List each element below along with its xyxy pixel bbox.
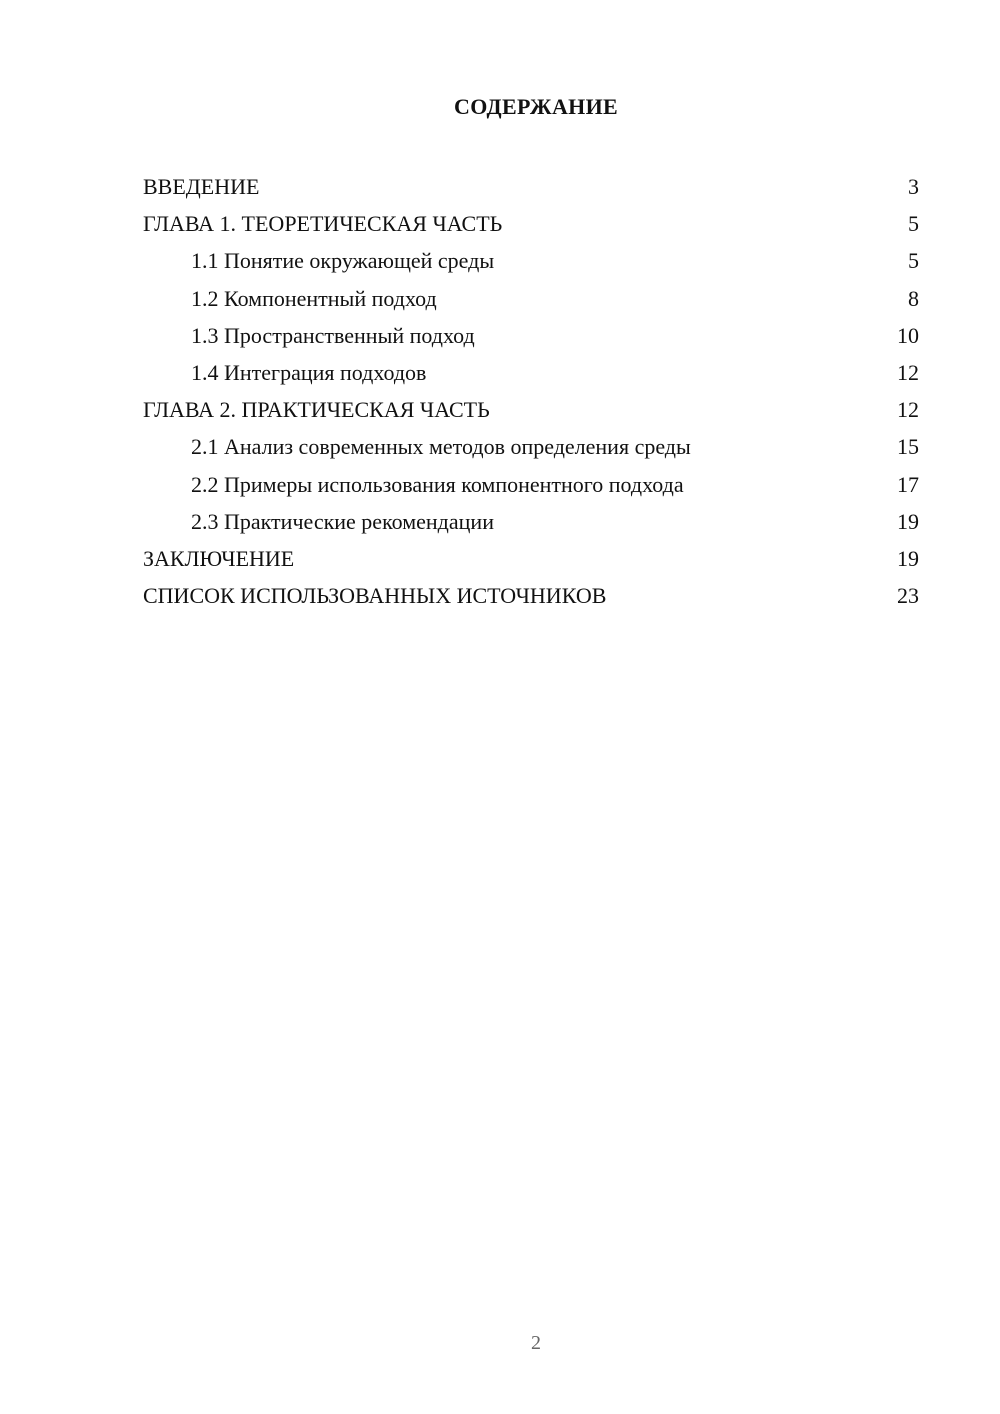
toc-entry <box>143 540 919 577</box>
toc-entry-page: 12 <box>897 359 919 385</box>
toc-entry-page: 19 <box>897 545 919 571</box>
toc-entry-page: 23 <box>897 583 919 609</box>
toc-entry-label: ГЛАВА 2. ПРАКТИЧЕСКАЯ ЧАСТЬ <box>143 397 490 423</box>
toc-entry-label: 2.3 Практические рекомендации <box>191 508 494 534</box>
toc-entry-label: СПИСОК ИСПОЛЬЗОВАННЫХ ИСТОЧНИКОВ <box>143 583 607 609</box>
toc-entry-page: 17 <box>897 471 919 497</box>
toc-entry-label: 1.3 Пространственный подход <box>191 322 475 348</box>
toc-entry-label: ГЛАВА 1. ТЕОРЕТИЧЕСКАЯ ЧАСТЬ <box>143 211 503 237</box>
toc-entry <box>143 428 919 465</box>
toc-entry-page: 12 <box>897 397 919 423</box>
page-number: 2 <box>531 1332 541 1354</box>
toc-entry-page: 3 <box>908 174 919 199</box>
toc-entry <box>143 168 919 205</box>
toc-entry-label: 1.4 Интеграция подходов <box>191 359 427 385</box>
toc-entry <box>143 391 919 428</box>
toc-entry <box>143 354 919 391</box>
toc-entry-label: 1.1 Понятие окружающей среды <box>191 248 495 274</box>
toc-entry-label: ВВЕДЕНИЕ <box>143 174 260 199</box>
toc-entry <box>143 280 919 317</box>
toc-entry <box>143 317 919 354</box>
toc-entry <box>143 503 919 540</box>
toc-entry-page: 5 <box>908 211 919 237</box>
toc-entry <box>143 577 919 614</box>
toc-entry-page: 8 <box>908 285 919 311</box>
page-title: СОДЕРЖАНИЕ <box>454 94 618 119</box>
table-of-contents <box>143 168 919 614</box>
toc-entry-label: ЗАКЛЮЧЕНИЕ <box>143 545 295 571</box>
toc-entry-label: 1.2 Компонентный подход <box>191 285 437 311</box>
toc-entry <box>143 205 919 242</box>
toc-entry-label: 2.1 Анализ современных методов определения среды <box>191 434 691 460</box>
toc-entry <box>143 242 919 279</box>
toc-entry-label: 2.2 Примеры использования компонентного подхода <box>191 471 684 497</box>
toc-entry-page: 15 <box>897 434 919 460</box>
toc-entry <box>143 466 919 503</box>
toc-entry-page: 19 <box>897 508 919 534</box>
toc-entry-page: 10 <box>897 322 919 348</box>
toc-entry-page: 5 <box>908 248 919 274</box>
